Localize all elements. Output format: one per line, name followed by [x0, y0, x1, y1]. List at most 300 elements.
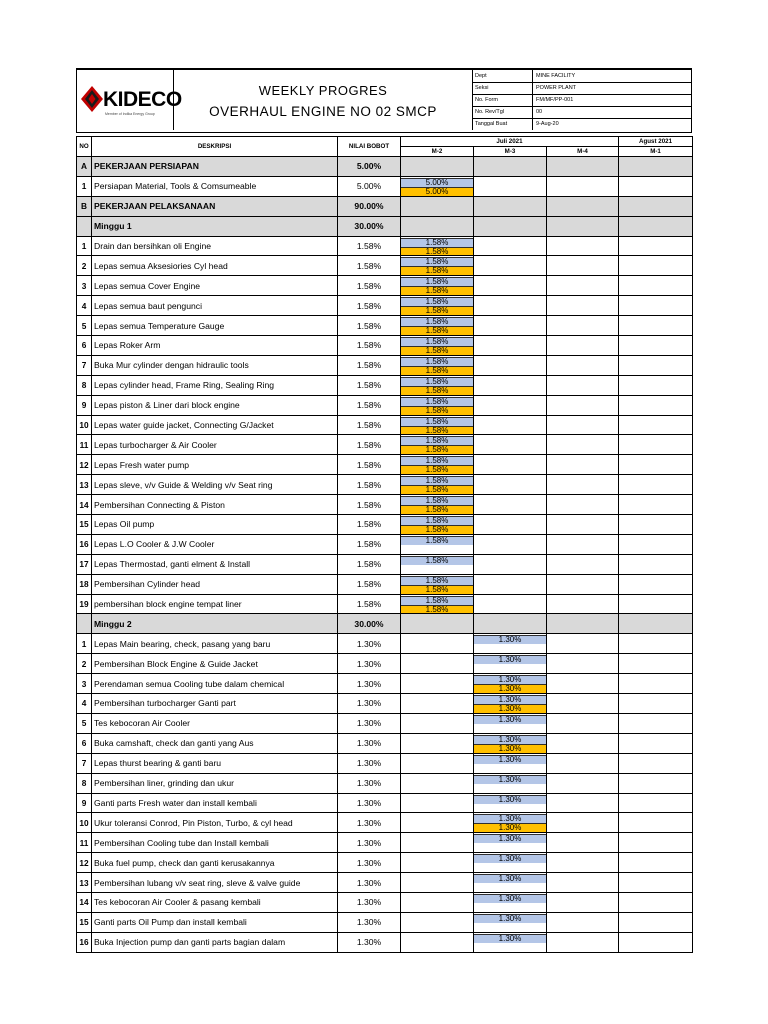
row-description: Lepas thurst bearing & ganti baru	[92, 753, 338, 773]
gantt-cell	[547, 793, 619, 813]
row-description: Lepas piston & Liner dari block engine	[92, 395, 338, 415]
task-row	[77, 753, 693, 773]
gantt-cell	[619, 415, 693, 435]
row-number: 19	[77, 594, 92, 614]
row-number	[77, 216, 92, 236]
gantt-cell	[474, 733, 547, 753]
gantt-cell	[547, 912, 619, 932]
gantt-cell	[401, 534, 474, 554]
gantt-cell	[547, 892, 619, 912]
gantt-cell	[474, 892, 547, 912]
plan-bar: 1.58%	[401, 377, 473, 386]
gantt-cell	[547, 594, 619, 614]
gantt-cell	[401, 495, 474, 515]
actual-bar: 1.58%	[401, 306, 473, 315]
gantt-cell	[401, 574, 474, 594]
row-number: 12	[77, 455, 92, 475]
header-week: M-3	[474, 147, 547, 157]
row-description: Pembersihan liner, grinding dan ukur	[92, 773, 338, 793]
row-weight: 1.30%	[338, 654, 401, 674]
row-weight: 1.30%	[338, 713, 401, 733]
gantt-cell	[474, 296, 547, 316]
gantt-cell	[474, 316, 547, 336]
row-weight: 5.00%	[338, 176, 401, 196]
task-row	[77, 495, 693, 515]
gantt-cell	[401, 395, 474, 415]
row-number: 6	[77, 336, 92, 356]
gantt-cell	[547, 694, 619, 714]
row-description: Pembersihan turbocharger Ganti part	[92, 694, 338, 714]
task-row	[77, 674, 693, 694]
plan-bar: 1.58%	[401, 397, 473, 406]
actual-bar: 1.30%	[474, 684, 546, 693]
gantt-cell	[474, 594, 547, 614]
row-weight: 1.30%	[338, 793, 401, 813]
plan-bar: 1.30%	[474, 914, 546, 923]
form-info-value: MINE FACILITY	[536, 73, 576, 79]
gantt-cell	[547, 733, 619, 753]
row-weight: 1.30%	[338, 694, 401, 714]
row-description: Buka fuel pump, check dan ganti kerusakannya	[92, 853, 338, 873]
row-description: Buka Injection pump dan ganti parts bagian dalam	[92, 932, 338, 952]
plan-bar: 1.30%	[474, 934, 546, 943]
task-row	[77, 296, 693, 316]
actual-bar: 1.58%	[401, 525, 473, 534]
actual-bar: 1.58%	[401, 585, 473, 594]
gantt-cell	[474, 932, 547, 952]
progress-sheet	[76, 68, 692, 948]
row-number: 11	[77, 833, 92, 853]
gantt-cell	[547, 316, 619, 336]
gantt-cell	[619, 674, 693, 694]
row-number: 7	[77, 753, 92, 773]
task-row	[77, 256, 693, 276]
task-row	[77, 375, 693, 395]
title-line-1: WEEKLY PROGRES	[258, 83, 388, 98]
row-description: Persiapan Material, Tools & Comsumeable	[92, 176, 338, 196]
task-row	[77, 534, 693, 554]
gantt-cell	[619, 157, 693, 177]
row-description: Ukur toleransi Conrod, Pin Piston, Turbo, & cyl head	[92, 813, 338, 833]
header-month-august: Agust 2021	[619, 137, 693, 147]
row-description: Lepas Oil pump	[92, 515, 338, 535]
gantt-cell	[401, 316, 474, 336]
task-row	[77, 594, 693, 614]
gantt-cell	[401, 415, 474, 435]
gantt-cell	[401, 694, 474, 714]
gantt-cell	[547, 813, 619, 833]
gantt-cell	[401, 713, 474, 733]
gantt-cell	[474, 336, 547, 356]
actual-bar: 1.30%	[474, 744, 546, 753]
gantt-cell	[474, 157, 547, 177]
row-description: Tes kebocoran Air Cooler & pasang kembali	[92, 892, 338, 912]
gantt-cell	[401, 296, 474, 316]
gantt-cell	[619, 534, 693, 554]
row-number: 11	[77, 435, 92, 455]
task-row	[77, 912, 693, 932]
plan-bar: 1.30%	[474, 814, 546, 823]
gantt-cell	[474, 256, 547, 276]
plan-bar: 1.30%	[474, 695, 546, 704]
form-info-divider	[532, 118, 533, 130]
header-week: M-4	[547, 147, 619, 157]
gantt-cell	[474, 654, 547, 674]
row-description: Lepas semua Aksesiories Cyl head	[92, 256, 338, 276]
gantt-cell	[619, 196, 693, 216]
row-number: 10	[77, 415, 92, 435]
task-row	[77, 773, 693, 793]
row-number	[77, 614, 92, 634]
row-description: Minggu 2	[92, 614, 338, 634]
row-number: 6	[77, 733, 92, 753]
row-weight: 30.00%	[338, 614, 401, 634]
row-description: Drain dan bersihkan oli Engine	[92, 236, 338, 256]
task-row	[77, 853, 693, 873]
row-weight: 90.00%	[338, 196, 401, 216]
gantt-cell	[401, 455, 474, 475]
plan-bar: 1.58%	[401, 357, 473, 366]
gantt-cell	[547, 355, 619, 375]
row-description: Pembersihan Connecting & Piston	[92, 495, 338, 515]
row-weight: 1.58%	[338, 435, 401, 455]
row-weight: 1.58%	[338, 355, 401, 375]
plan-bar: 1.58%	[401, 257, 473, 266]
gantt-cell	[619, 594, 693, 614]
gantt-cell	[474, 614, 547, 634]
row-description: Lepas semua Cover Engine	[92, 276, 338, 296]
row-description: Lepas Main bearing, check, pasang yang baru	[92, 634, 338, 654]
gantt-cell	[474, 773, 547, 793]
gantt-cell	[547, 176, 619, 196]
actual-bar: 1.58%	[401, 266, 473, 275]
task-row	[77, 873, 693, 893]
gantt-cell	[619, 773, 693, 793]
gantt-cell	[401, 375, 474, 395]
gantt-cell	[474, 415, 547, 435]
row-weight: 1.30%	[338, 733, 401, 753]
row-description: Buka Mur cylinder dengan hidraulic tools	[92, 355, 338, 375]
gantt-cell	[619, 713, 693, 733]
plan-bar: 1.58%	[401, 297, 473, 306]
row-weight: 1.58%	[338, 554, 401, 574]
gantt-cell	[619, 912, 693, 932]
gantt-cell	[474, 176, 547, 196]
row-description: PEKERJAAN PERSIAPAN	[92, 157, 338, 177]
row-number: A	[77, 157, 92, 177]
gantt-cell	[619, 833, 693, 853]
gantt-cell	[547, 634, 619, 654]
section-row	[77, 614, 693, 634]
gantt-cell	[619, 435, 693, 455]
row-weight: 1.30%	[338, 912, 401, 932]
row-number: 15	[77, 912, 92, 932]
row-description: Buka camshaft, check dan ganti yang Aus	[92, 733, 338, 753]
form-info-label: No. Form	[475, 97, 498, 103]
plan-bar: 1.58%	[401, 576, 473, 585]
gantt-cell	[474, 355, 547, 375]
actual-bar: 1.58%	[401, 346, 473, 355]
gantt-cell	[474, 674, 547, 694]
row-number: 9	[77, 395, 92, 415]
gantt-cell	[474, 694, 547, 714]
row-number: 13	[77, 475, 92, 495]
task-row	[77, 355, 693, 375]
gantt-cell	[474, 793, 547, 813]
gantt-cell	[547, 773, 619, 793]
gantt-cell	[547, 495, 619, 515]
task-row	[77, 574, 693, 594]
gantt-cell	[401, 912, 474, 932]
plan-bar: 1.58%	[401, 496, 473, 505]
row-weight: 1.30%	[338, 773, 401, 793]
gantt-cell	[474, 375, 547, 395]
actual-bar: 1.58%	[401, 505, 473, 514]
task-row	[77, 515, 693, 535]
gantt-cell	[474, 833, 547, 853]
form-info-label: No. Rev/Tgl	[475, 109, 505, 115]
gantt-cell	[401, 355, 474, 375]
gantt-cell	[401, 793, 474, 813]
row-number: 9	[77, 793, 92, 813]
progress-table	[76, 136, 693, 953]
actual-bar: 1.58%	[401, 426, 473, 435]
gantt-cell	[547, 713, 619, 733]
row-weight: 1.30%	[338, 813, 401, 833]
gantt-cell	[547, 515, 619, 535]
gantt-cell	[547, 256, 619, 276]
row-weight: 1.58%	[338, 534, 401, 554]
task-row	[77, 932, 693, 952]
gantt-cell	[474, 236, 547, 256]
form-info-value: 9-Aug-20	[536, 121, 559, 127]
task-row	[77, 694, 693, 714]
section-row	[77, 196, 693, 216]
row-number: 1	[77, 634, 92, 654]
row-weight: 30.00%	[338, 216, 401, 236]
form-info-block	[473, 70, 691, 130]
gantt-cell	[619, 176, 693, 196]
gantt-cell	[474, 475, 547, 495]
gantt-cell	[619, 296, 693, 316]
gantt-cell	[474, 276, 547, 296]
plan-bar: 1.30%	[474, 675, 546, 684]
gantt-cell	[474, 634, 547, 654]
row-weight: 1.58%	[338, 276, 401, 296]
gantt-cell	[401, 236, 474, 256]
row-weight: 1.58%	[338, 594, 401, 614]
task-row	[77, 833, 693, 853]
row-weight: 1.58%	[338, 316, 401, 336]
plan-bar: 1.30%	[474, 854, 546, 863]
gantt-cell	[401, 733, 474, 753]
plan-bar: 1.30%	[474, 655, 546, 664]
gantt-cell	[547, 455, 619, 475]
gantt-cell	[619, 574, 693, 594]
row-weight: 1.58%	[338, 475, 401, 495]
plan-bar: 1.58%	[401, 337, 473, 346]
plan-bar: 1.30%	[474, 874, 546, 883]
row-weight: 1.30%	[338, 753, 401, 773]
gantt-cell	[401, 554, 474, 574]
row-number: 17	[77, 554, 92, 574]
row-weight: 1.58%	[338, 395, 401, 415]
gantt-cell	[474, 196, 547, 216]
plan-bar: 1.30%	[474, 735, 546, 744]
row-description: Perendaman semua Cooling tube dalam chemical	[92, 674, 338, 694]
row-number: 10	[77, 813, 92, 833]
row-number: 5	[77, 713, 92, 733]
gantt-cell	[547, 534, 619, 554]
row-description: Lepas semua baut pengunci	[92, 296, 338, 316]
gantt-cell	[619, 793, 693, 813]
gantt-cell	[547, 654, 619, 674]
gantt-cell	[401, 196, 474, 216]
row-weight: 1.58%	[338, 236, 401, 256]
header-description: DESKRIPSI	[92, 137, 338, 157]
task-row	[77, 395, 693, 415]
gantt-cell	[547, 157, 619, 177]
plan-bar: 1.58%	[401, 277, 473, 286]
gantt-cell	[401, 892, 474, 912]
row-number: 8	[77, 773, 92, 793]
company-tagline: Member of Indika Energy Group	[105, 112, 155, 116]
gantt-cell	[619, 554, 693, 574]
row-weight: 1.30%	[338, 873, 401, 893]
header-no: NO	[77, 137, 92, 157]
gantt-cell	[474, 813, 547, 833]
task-row	[77, 713, 693, 733]
gantt-cell	[474, 574, 547, 594]
plan-bar: 1.30%	[474, 775, 546, 784]
gantt-cell	[619, 276, 693, 296]
plan-bar: 1.58%	[401, 238, 473, 247]
gantt-cell	[474, 515, 547, 535]
row-weight: 1.30%	[338, 853, 401, 873]
row-description: pembersihan block engine tempat liner	[92, 594, 338, 614]
plan-bar: 1.58%	[401, 536, 473, 545]
plan-bar: 1.30%	[474, 755, 546, 764]
company-logo	[77, 70, 182, 130]
gantt-cell	[401, 674, 474, 694]
actual-bar: 1.58%	[401, 406, 473, 415]
actual-bar: 1.58%	[401, 386, 473, 395]
row-number: 14	[77, 495, 92, 515]
gantt-cell	[547, 833, 619, 853]
task-row	[77, 475, 693, 495]
gantt-cell	[547, 276, 619, 296]
actual-bar: 1.58%	[401, 326, 473, 335]
task-row	[77, 554, 693, 574]
gantt-cell	[547, 554, 619, 574]
actual-bar: 1.58%	[401, 485, 473, 494]
table-header-row	[77, 137, 693, 147]
row-weight: 1.58%	[338, 336, 401, 356]
task-row	[77, 435, 693, 455]
actual-bar: 1.58%	[401, 247, 473, 256]
row-number: 4	[77, 694, 92, 714]
header-week: M-2	[401, 147, 474, 157]
row-description: Lepas Roker Arm	[92, 336, 338, 356]
gantt-cell	[619, 355, 693, 375]
gantt-cell	[474, 534, 547, 554]
row-description: Ganti parts Fresh water dan install kembali	[92, 793, 338, 813]
form-info-value: POWER PLANT	[536, 85, 577, 91]
gantt-cell	[619, 733, 693, 753]
gantt-cell	[619, 336, 693, 356]
gantt-cell	[619, 813, 693, 833]
plan-bar: 5.00%	[401, 178, 473, 187]
row-weight: 1.30%	[338, 892, 401, 912]
row-description: Ganti parts Oil Pump dan install kembali	[92, 912, 338, 932]
plan-bar: 1.30%	[474, 894, 546, 903]
gantt-cell	[401, 475, 474, 495]
task-row	[77, 813, 693, 833]
gantt-cell	[619, 853, 693, 873]
gantt-cell	[619, 932, 693, 952]
plan-bar: 1.30%	[474, 715, 546, 724]
gantt-cell	[474, 435, 547, 455]
gantt-cell	[401, 634, 474, 654]
row-number: 3	[77, 276, 92, 296]
header-month-july: Juli 2021	[401, 137, 619, 147]
gantt-cell	[401, 256, 474, 276]
gantt-cell	[401, 813, 474, 833]
row-description: Pembersihan Cooling tube dan Install kembali	[92, 833, 338, 853]
row-weight: 1.30%	[338, 674, 401, 694]
row-description: Pembersihan Block Engine & Guide Jacket	[92, 654, 338, 674]
gantt-cell	[474, 912, 547, 932]
form-info-divider	[532, 94, 533, 106]
gantt-cell	[474, 753, 547, 773]
gantt-cell	[401, 435, 474, 455]
kideco-mark-icon	[81, 86, 103, 112]
gantt-cell	[619, 753, 693, 773]
plan-bar: 1.58%	[401, 436, 473, 445]
row-description: Lepas water guide jacket, Connecting G/Jacket	[92, 415, 338, 435]
actual-bar: 1.58%	[401, 605, 473, 614]
gantt-cell	[401, 157, 474, 177]
row-weight: 1.30%	[338, 833, 401, 853]
section-row	[77, 216, 693, 236]
plan-bar: 1.58%	[401, 456, 473, 465]
row-number: 15	[77, 515, 92, 535]
gantt-cell	[547, 296, 619, 316]
gantt-cell	[619, 216, 693, 236]
actual-bar: 1.30%	[474, 704, 546, 713]
gantt-cell	[401, 932, 474, 952]
plan-bar: 1.30%	[474, 635, 546, 644]
row-description: PEKERJAAN PELAKSANAAN	[92, 196, 338, 216]
form-info-label: Dept	[475, 73, 487, 79]
gantt-cell	[401, 873, 474, 893]
gantt-cell	[619, 694, 693, 714]
gantt-cell	[619, 455, 693, 475]
row-description: Tes kebocoran Air Cooler	[92, 713, 338, 733]
row-description: Lepas Thermostad, ganti elment & Install	[92, 554, 338, 574]
gantt-cell	[401, 833, 474, 853]
gantt-cell	[619, 515, 693, 535]
gantt-cell	[619, 256, 693, 276]
gantt-cell	[547, 196, 619, 216]
row-weight: 1.30%	[338, 634, 401, 654]
form-info-value: FM/MF/PP-001	[536, 97, 574, 103]
task-row	[77, 236, 693, 256]
gantt-cell	[619, 375, 693, 395]
gantt-cell	[547, 435, 619, 455]
section-row	[77, 157, 693, 177]
gantt-cell	[547, 475, 619, 495]
